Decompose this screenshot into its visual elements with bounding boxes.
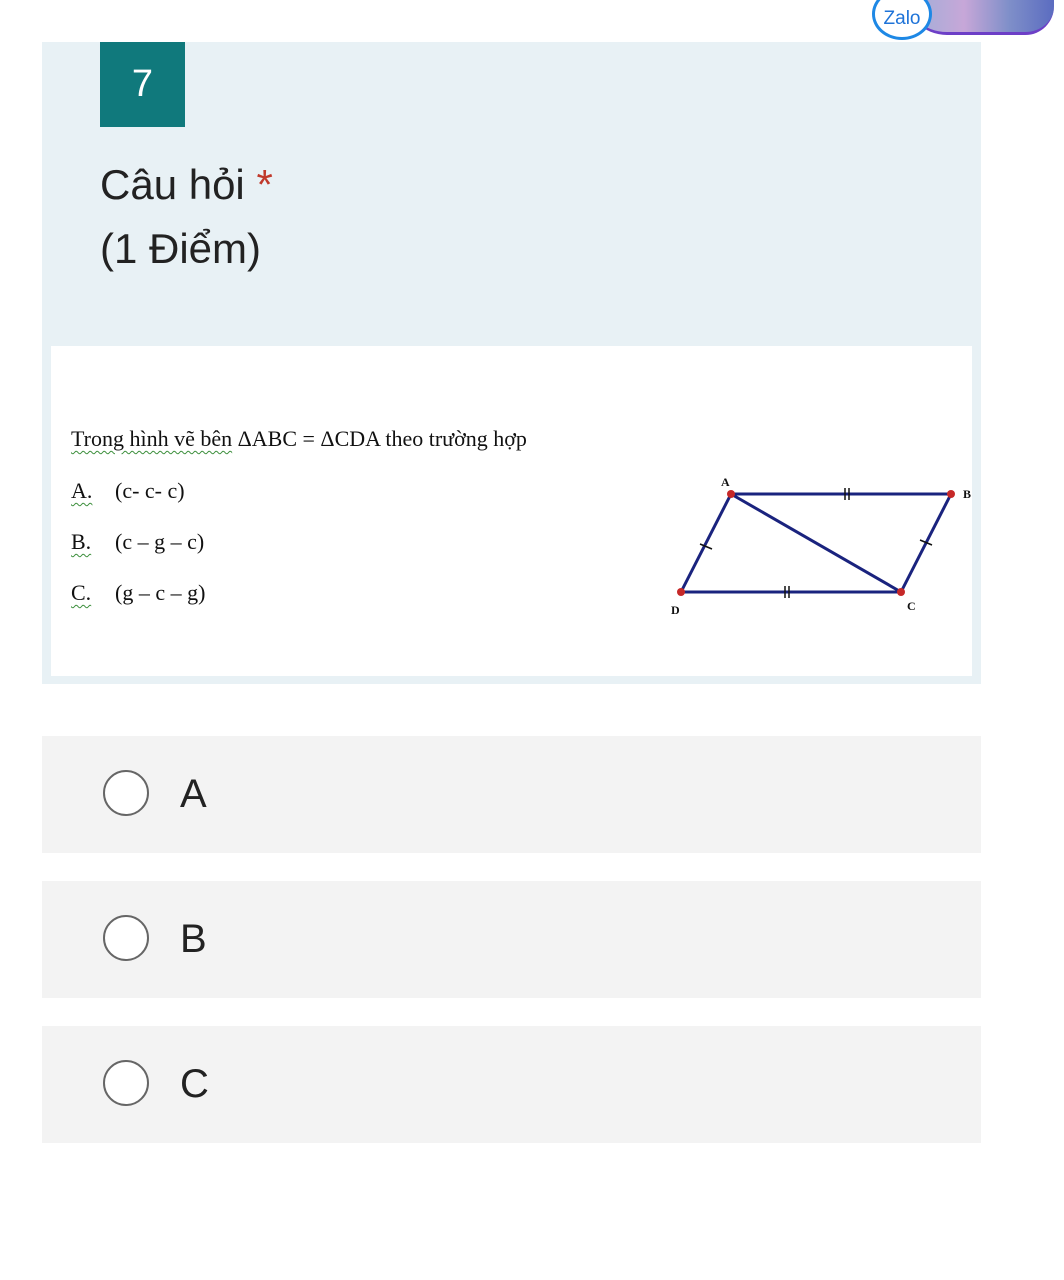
radio-button-c[interactable] [103, 1060, 149, 1106]
stem-prefix: Trong hình vẽ bên [71, 426, 233, 451]
image-option-a [71, 478, 185, 504]
choice-b[interactable] [42, 881, 981, 998]
stem-math: ΔABC = ΔCDA [237, 426, 380, 451]
vertex-label-b: B [963, 487, 972, 501]
image-option-text: (c – g – c) [115, 529, 205, 554]
stem-suffix: theo trường hợp [385, 426, 527, 451]
image-option-text: (g – c – g) [115, 580, 206, 605]
choice-a[interactable] [42, 736, 981, 853]
point-d [677, 588, 685, 596]
choice-label-a: A [180, 772, 207, 816]
zalo-button[interactable] [872, 0, 932, 40]
question-title [100, 158, 273, 212]
image-option-label: C. [71, 580, 92, 605]
choice-label-c: C [180, 1062, 209, 1106]
question-number-badge [100, 42, 185, 127]
choice-label-b: B [180, 917, 207, 961]
point-a [727, 490, 735, 498]
zalo-widget[interactable] [864, 0, 1064, 42]
image-option-c [71, 580, 205, 606]
image-option-text: (c- c- c) [115, 478, 185, 503]
vertex-label-c: C [907, 599, 916, 613]
image-option-label: B. [71, 529, 92, 554]
question-number: 7 [131, 63, 154, 105]
question-stem [71, 426, 527, 452]
choice-c[interactable] [42, 1026, 981, 1143]
image-option-b [71, 529, 204, 555]
image-option-label: A. [71, 478, 93, 503]
radio-button-a[interactable] [103, 770, 149, 816]
point-b [947, 490, 955, 498]
segment-ac [731, 494, 901, 592]
question-points: (1 Điểm) [100, 225, 262, 272]
question-card [42, 42, 981, 684]
segment-da [681, 494, 731, 592]
zalo-label: Zalo [883, 8, 921, 29]
vertex-label-a: A [721, 475, 730, 489]
question-title-text: Câu hỏi [100, 161, 245, 208]
point-c [897, 588, 905, 596]
required-mark: * [256, 161, 273, 208]
vertex-label-d: D [671, 603, 680, 617]
radio-button-b[interactable] [103, 915, 149, 961]
question-image [51, 346, 972, 676]
parallelogram-figure [611, 474, 972, 617]
